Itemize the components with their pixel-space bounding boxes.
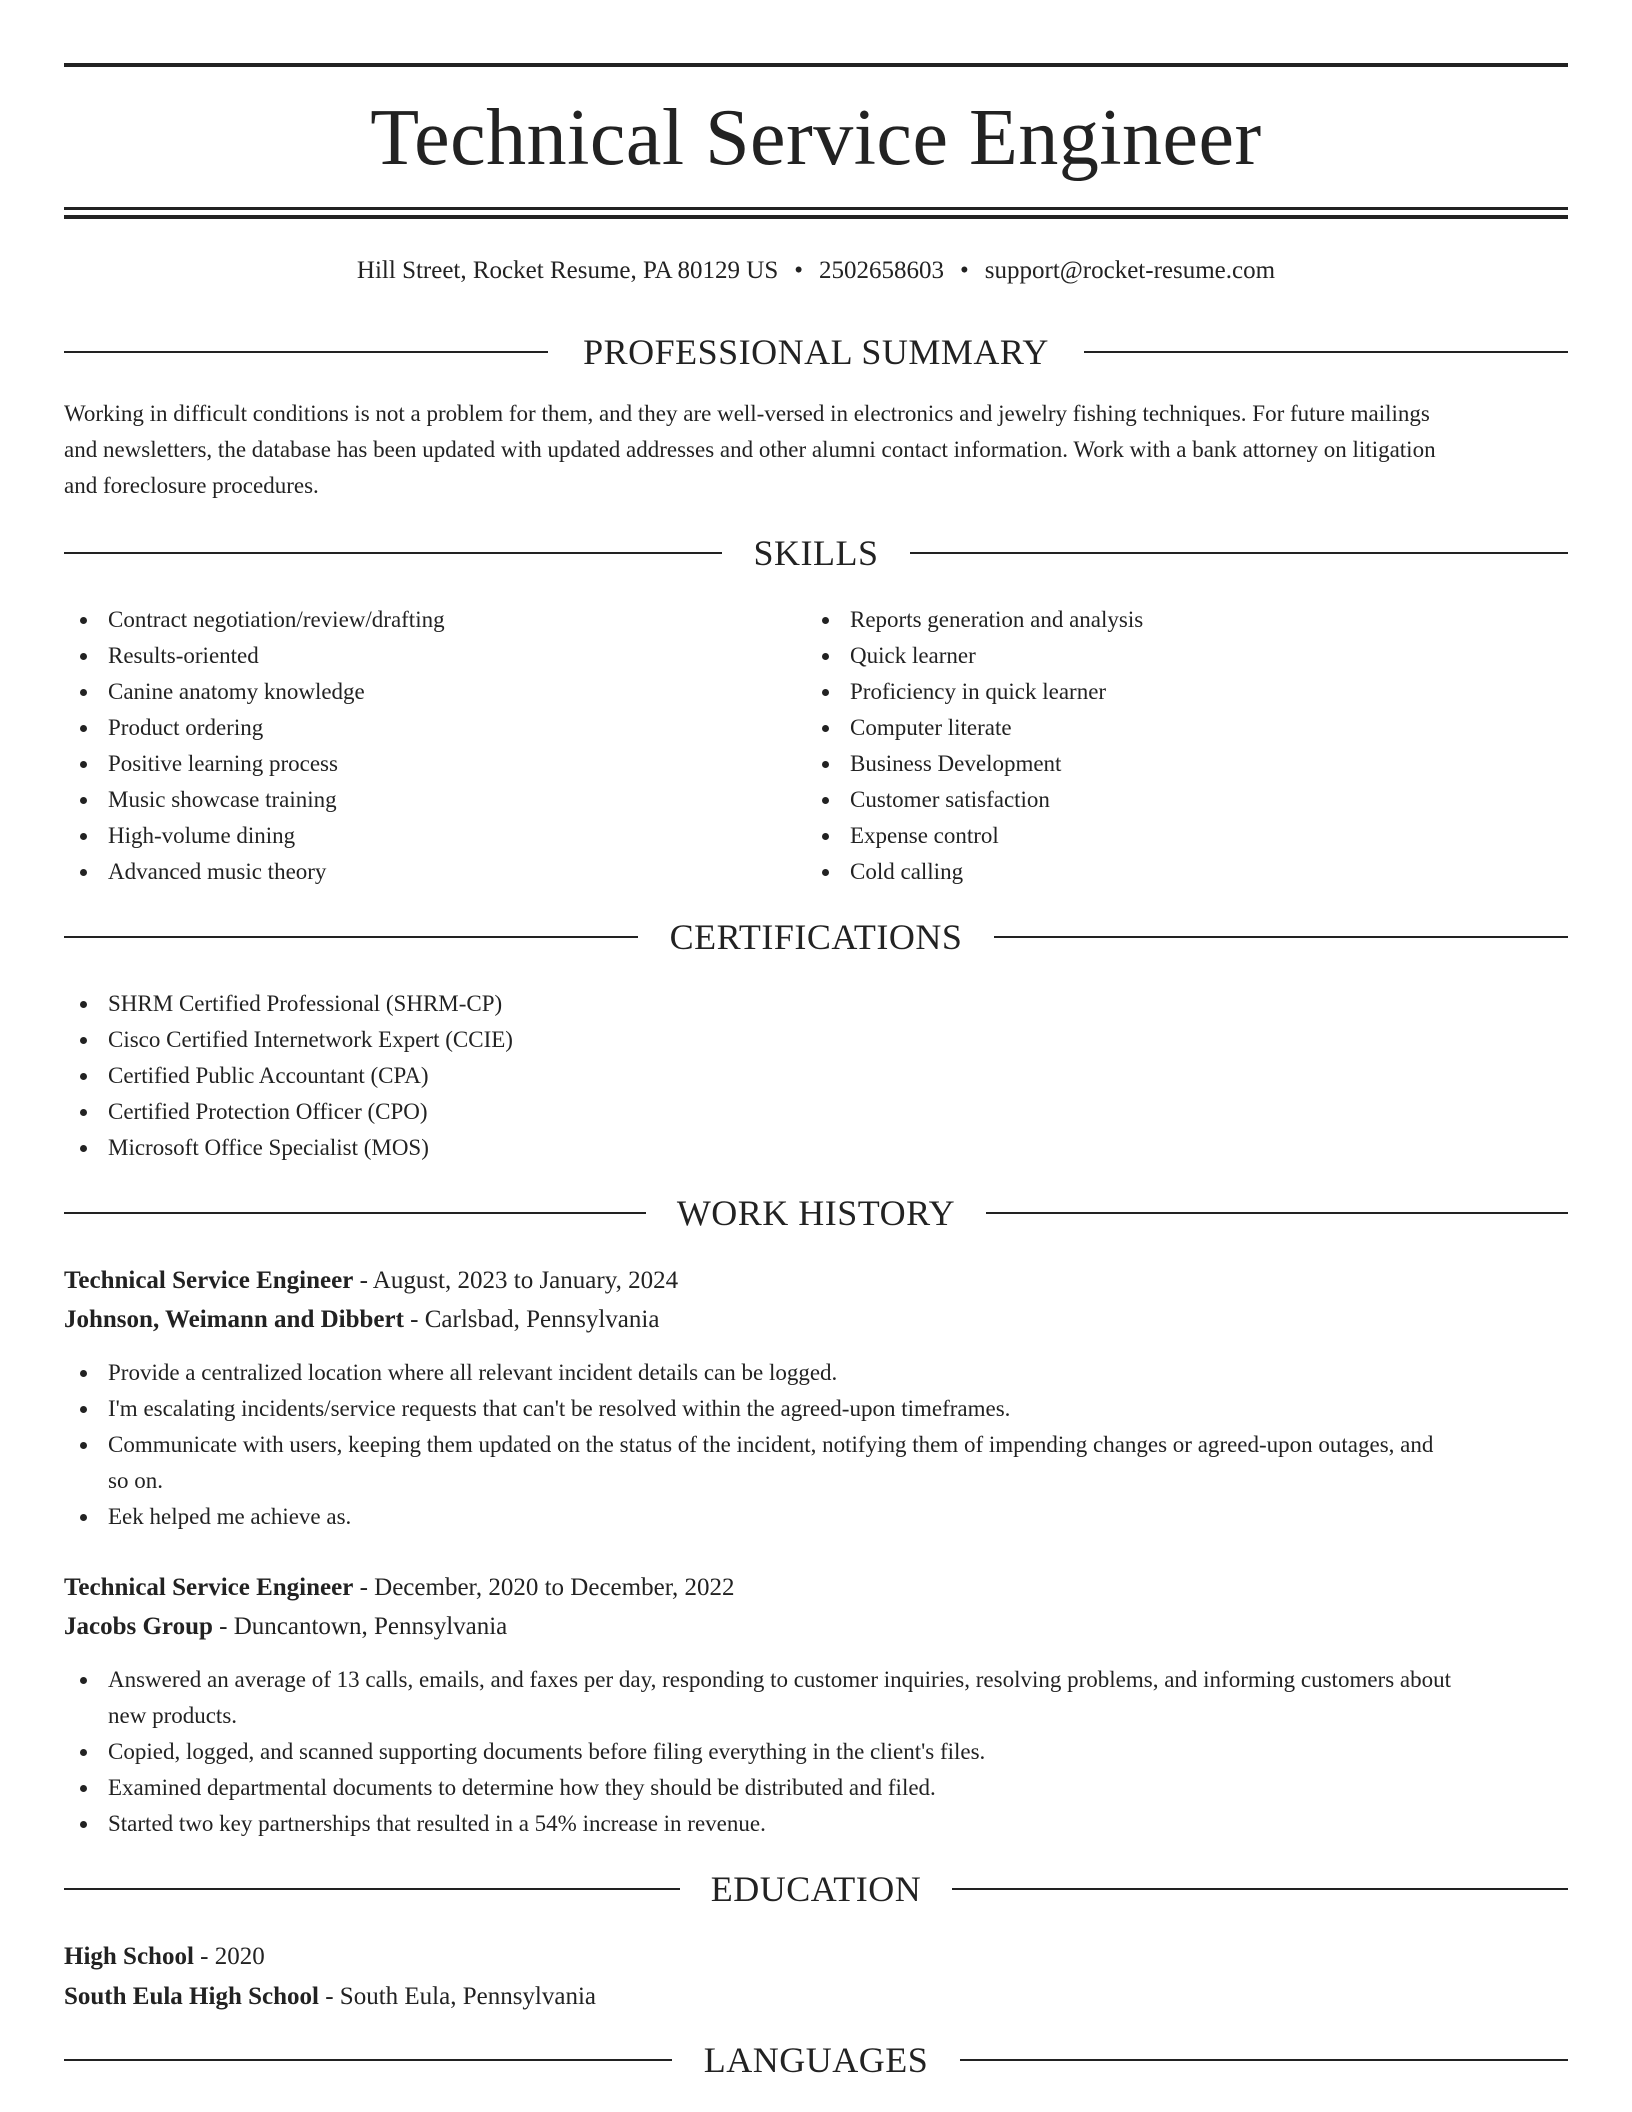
job-bullet: Started two key partnerships that resulted in a 54% increase in revenue. — [64, 1806, 1568, 1842]
skills-list-right — [806, 602, 1546, 890]
education-degree-line — [64, 1939, 1568, 1975]
job-bullet: Communicate with users, keeping them updated on the status of the incident, notifying them of impending changes or agreed-upon outages, and — [64, 1427, 1568, 1463]
skill-item: Reports generation and analysis — [806, 602, 1546, 638]
job-bullets — [64, 1662, 1568, 1842]
section-title: CERTIFICATIONS — [669, 917, 963, 957]
certifications-list — [64, 986, 1568, 1166]
certification-item: Microsoft Office Specialist (MOS) — [64, 1130, 1568, 1166]
skill-item: Customer satisfaction — [806, 782, 1546, 818]
contact-line — [64, 254, 1568, 288]
job-company-line — [64, 1609, 1568, 1645]
section-heading-skills — [64, 530, 1568, 576]
education-school: South Eula High School — [64, 1983, 319, 2010]
job-bullet: Examined departmental documents to determine how they should be distributed and filed. — [64, 1770, 1568, 1806]
skills-list-left — [64, 602, 804, 890]
job-bullet: I'm escalating incidents/service requests that can't be resolved within the agreed-upon timeframes. — [64, 1391, 1568, 1427]
contact-separator: • — [960, 257, 969, 284]
job-title-line — [64, 1570, 1568, 1606]
skill-item: Product ordering — [64, 710, 804, 746]
job-location: - Carlsbad, Pennsylvania — [403, 1306, 660, 1333]
job-bullet: Copied, logged, and scanned supporting documents before filing everything in the client's files. — [64, 1734, 1568, 1770]
job-dates: - December, 2020 to December, 2022 — [353, 1574, 735, 1601]
job-bullets — [64, 1355, 1568, 1535]
skill-item: Quick learner — [806, 638, 1546, 674]
contact-address: Hill Street, Rocket Resume, PA 80129 US — [356, 257, 779, 284]
certification-item: Certified Protection Officer (CPO) — [64, 1094, 1568, 1130]
summary-line: and foreclosure procedures. — [64, 473, 319, 498]
section-heading-certifications — [64, 914, 1568, 960]
job-bullet: Provide a centralized location where all relevant incident details can be logged. — [64, 1355, 1568, 1391]
skill-item: Positive learning process — [64, 746, 804, 782]
contact-phone: 2502658603 — [819, 257, 944, 284]
section-heading-summary — [64, 329, 1568, 375]
skill-item: Canine anatomy knowledge — [64, 674, 804, 710]
header-double-rule-upper — [64, 207, 1568, 210]
certification-item: Certified Public Accountant (CPA) — [64, 1058, 1568, 1094]
section-title: LANGUAGES — [703, 2040, 929, 2080]
skill-item: Music showcase training — [64, 782, 804, 818]
summary-text — [64, 396, 1568, 504]
section-heading-education — [64, 1866, 1568, 1912]
skill-item: Business Development — [806, 746, 1546, 782]
skill-item: Advanced music theory — [64, 854, 804, 890]
job-title: Technical Service Engineer — [64, 1574, 354, 1601]
job-bullet: Eek helped me achieve as. — [64, 1499, 1568, 1535]
job-title: Technical Service Engineer — [64, 1267, 354, 1294]
job-company: Johnson, Weimann and Dibbert — [64, 1306, 404, 1333]
job-bullet-continuation: new products. — [108, 1703, 238, 1728]
resume-page — [64, 0, 1568, 2112]
skill-item: Expense control — [806, 818, 1546, 854]
skill-item: Contract negotiation/review/drafting — [64, 602, 804, 638]
job-dates: - August, 2023 to January, 2024 — [353, 1267, 679, 1294]
section-heading-work-history — [64, 1190, 1568, 1236]
contact-email: support@rocket-resume.com — [984, 257, 1276, 284]
job-location: - Duncantown, Pennsylvania — [212, 1613, 508, 1640]
education-school-line — [64, 1979, 1568, 2015]
job-bullet-continuation: so on. — [108, 1468, 163, 1493]
section-title: EDUCATION — [710, 1869, 922, 1909]
skill-item: Computer literate — [806, 710, 1546, 746]
job-company: Jacobs Group — [64, 1613, 213, 1640]
job-bullet: Answered an average of 13 calls, emails, and faxes per day, responding to customer inquiries, resolving problems, and informing customers about — [64, 1662, 1568, 1698]
section-title: SKILLS — [753, 533, 879, 573]
job-company-line — [64, 1302, 1568, 1338]
education-location: - South Eula, Pennsylvania — [318, 1983, 597, 2010]
job-title-line — [64, 1263, 1568, 1299]
education-year: - 2020 — [193, 1943, 265, 1970]
resume-title: Technical Service Engineer — [370, 94, 1262, 182]
skill-item: Proficiency in quick learner — [806, 674, 1546, 710]
summary-line: Working in difficult conditions is not a problem for them, and they are well-versed in electronics and jewelry fishing techniques. For future mailings — [64, 401, 1430, 426]
skill-item: Results-oriented — [64, 638, 804, 674]
section-title: WORK HISTORY — [676, 1193, 956, 1233]
certification-item: Cisco Certified Internetwork Expert (CCIE) — [64, 1022, 1568, 1058]
skill-item: High-volume dining — [64, 818, 804, 854]
contact-separator: • — [794, 257, 803, 284]
header-top-rule — [64, 63, 1568, 67]
summary-line: and newsletters, the database has been updated with updated addresses and other alumni contact information. Work with a bank attorney on litigation — [64, 437, 1436, 462]
skill-item: Cold calling — [806, 854, 1546, 890]
header-double-rule-lower — [64, 215, 1568, 219]
education-degree: High School — [64, 1943, 194, 1970]
section-title: PROFESSIONAL SUMMARY — [583, 332, 1049, 372]
section-heading-languages — [64, 2037, 1568, 2083]
certification-item: SHRM Certified Professional (SHRM-CP) — [64, 986, 1568, 1022]
